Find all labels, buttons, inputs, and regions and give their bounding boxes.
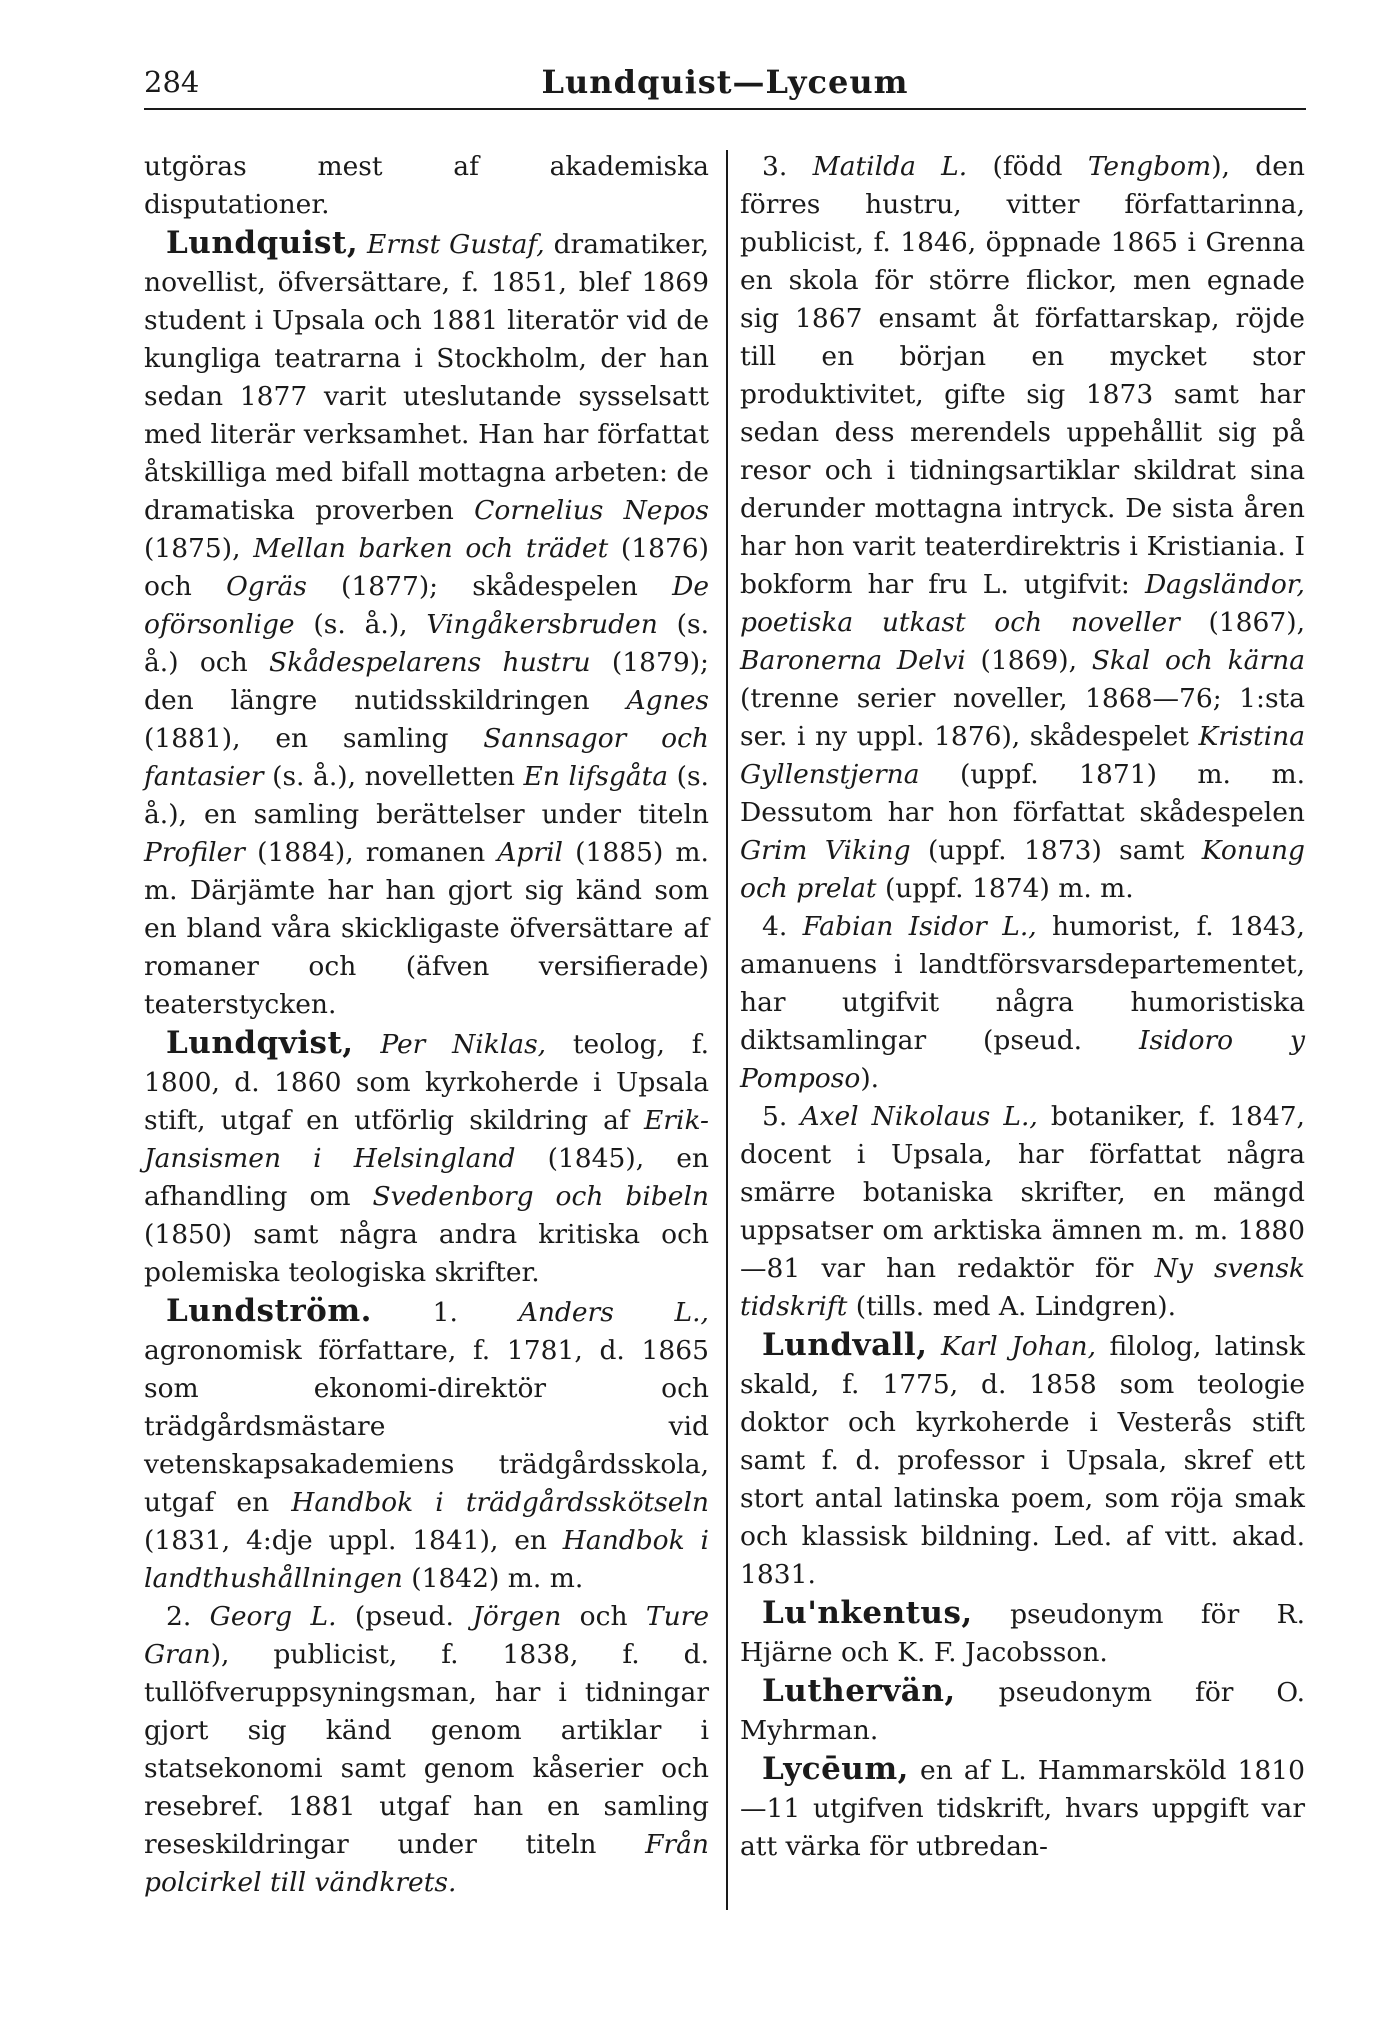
entry-georg: 2. Georg L. (pseud. Jörgen och Ture Gran), publicist, f. 1838, f. d. tullöfveruppsyningsman, har i tidningar gjort sig känd genom artiklar i statsekonomi samt genom kåserier och resebref. 1881 utgaf han en samling reseskildringar under titeln Från polcirkel till vändkrets.	[144, 1601, 709, 1898]
entry-fabian: 4. Fabian Isidor L., humorist, f. 1843, amanuens i landtförsvarsdepartementet, har utgifvit några humoristiska diktsamlingar (pseud. Isidoro y Pomposo).	[740, 911, 1305, 1094]
entry-lundstrom: Lundström. 1. Anders L., agronomisk författare, f. 1781, d. 1865 som ekonomi-direktör och trädgårdsmästare vid vetenskapsakademiens trädgårdsskola, utgaf en Handbok i trädgårdsskötseln (1831, 4:dje uppl. 1841), en Handbok i landthushållningen (1842) m. m.	[144, 1293, 709, 1594]
headword-lyceum: Lycēum,	[762, 1751, 909, 1787]
right-column	[740, 148, 1305, 1866]
entry-lundvall: Lundvall, Karl Johan, filolog, latinsk skald, f. 1775, d. 1858 som teologie doktor och kyrkoherde i Vesterås stift samt f. d. professor i Upsala, skref ett stort antal latinska poem, som röja smak och klassisk bildning. Led. af vitt. akad. 1831.	[740, 1327, 1305, 1590]
left-column	[144, 148, 709, 1902]
headword-lundqvist: Lundqvist,	[166, 1025, 354, 1061]
entry-axel: 5. Axel Nikolaus L., botaniker, f. 1847, docent i Upsala, har författat några smärre botaniska skrifter, en mängd uppsatser om arktiska ämnen m. m. 1880—81 var han redaktör för Ny svensk tidskrift (tills. med A. Lindgren).	[740, 1101, 1305, 1322]
header-rule	[144, 108, 1306, 110]
page-number: 284	[144, 65, 200, 99]
entry-lundqvist: Lundqvist, Per Niklas, teolog, f. 1800, d. 1860 som kyrkoherde i Upsala stift, utgaf en utförlig skildring af Erik-Jansismen i Helsingland (1845), en afhandling om Svedenborg och bibeln (1850) samt några andra kritiska och polemiska teologiska skrifter.	[144, 1025, 709, 1288]
headword-lundquist: Lundquist,	[166, 225, 359, 261]
headword-lundvall: Lundvall,	[762, 1327, 928, 1363]
headword-lunkentus: Lu'nkentus,	[762, 1595, 973, 1631]
headword-lundstrom: Lundström.	[166, 1293, 372, 1329]
entry-lyceum: Lycēum, en af L. Hammarsköld 1810—11 utgifven tidskrift, hvars uppgift var att värka för utbredan-	[740, 1751, 1305, 1862]
headword-luthervan: Luthervän,	[762, 1673, 956, 1709]
column-divider	[726, 150, 728, 1910]
entry-luthervan: Luthervän, pseudonym för O. Myhrman.	[740, 1673, 1305, 1746]
entry-matilda: 3. Matilda L. (född Tengbom), den förres hustru, vitter författarinna, publicist, f. 1846, öppnade 1865 i Grenna en skola för större flickor, men egnade sig 1867 ensamt åt författarskap, röjde till en början en mycket stor produktivitet, gifte sig 1873 samt har sedan dess merendels uppehållit sig på resor och i tidningsartiklar skildrat sina derunder mottagna intryck. De sista åren har hon varit teaterdirektris i Kristiania. I bokform har fru L. utgifvit: Dagsländor, poetiska utkast och noveller (1867), Baronerna Delvi (1869), Skal och kärna (trenne serier noveller, 1868—76; 1:sta ser. i ny uppl. 1876), skådespelet Kristina Gyllenstjerna (uppf. 1871) m. m. Dessutom har hon författat skådespelen Grim Viking (uppf. 1873) samt Konung och prelat (uppf. 1874) m. m.	[740, 151, 1305, 904]
running-head: Lundquist—Lyceum	[541, 63, 909, 101]
entry-lundquist: Lundquist, Ernst Gustaf, dramatiker, novellist, öfversättare, f. 1851, blef 1869 student i Upsala och 1881 literatör vid de kungliga teatrarna i Stockholm, der han sedan 1877 varit uteslutande sysselsatt med literär verksamhet. Han har författat åtskilliga med bifall mottagna arbeten: de dramatiska proverben Cornelius Nepos (1875), Mellan barken och trädet (1876) och Ogräs (1877); skådespelen De oförsonlige (s. å.), Vingåkersbruden (s. å.) och Skådespelarens hustru (1879); den längre nutidsskildringen Agnes (1881), en samling Sannsagor och fantasier (s. å.), novelletten En lifsgåta (s. å.), en samling berättelser under titeln Profiler (1884), romanen April (1885) m. m. Därjämte har han gjort sig känd som en bland våra skickligaste öfversättare af romaner och (äfven versifierade) teaterstycken.	[144, 225, 710, 1020]
page-header	[144, 62, 1306, 112]
entry-continuation: utgöras mest af akademiska disputationer.	[144, 151, 709, 220]
entry-lunkentus: Lu'nkentus, pseudonym för R. Hjärne och K. F. Jacobsson.	[740, 1595, 1305, 1668]
